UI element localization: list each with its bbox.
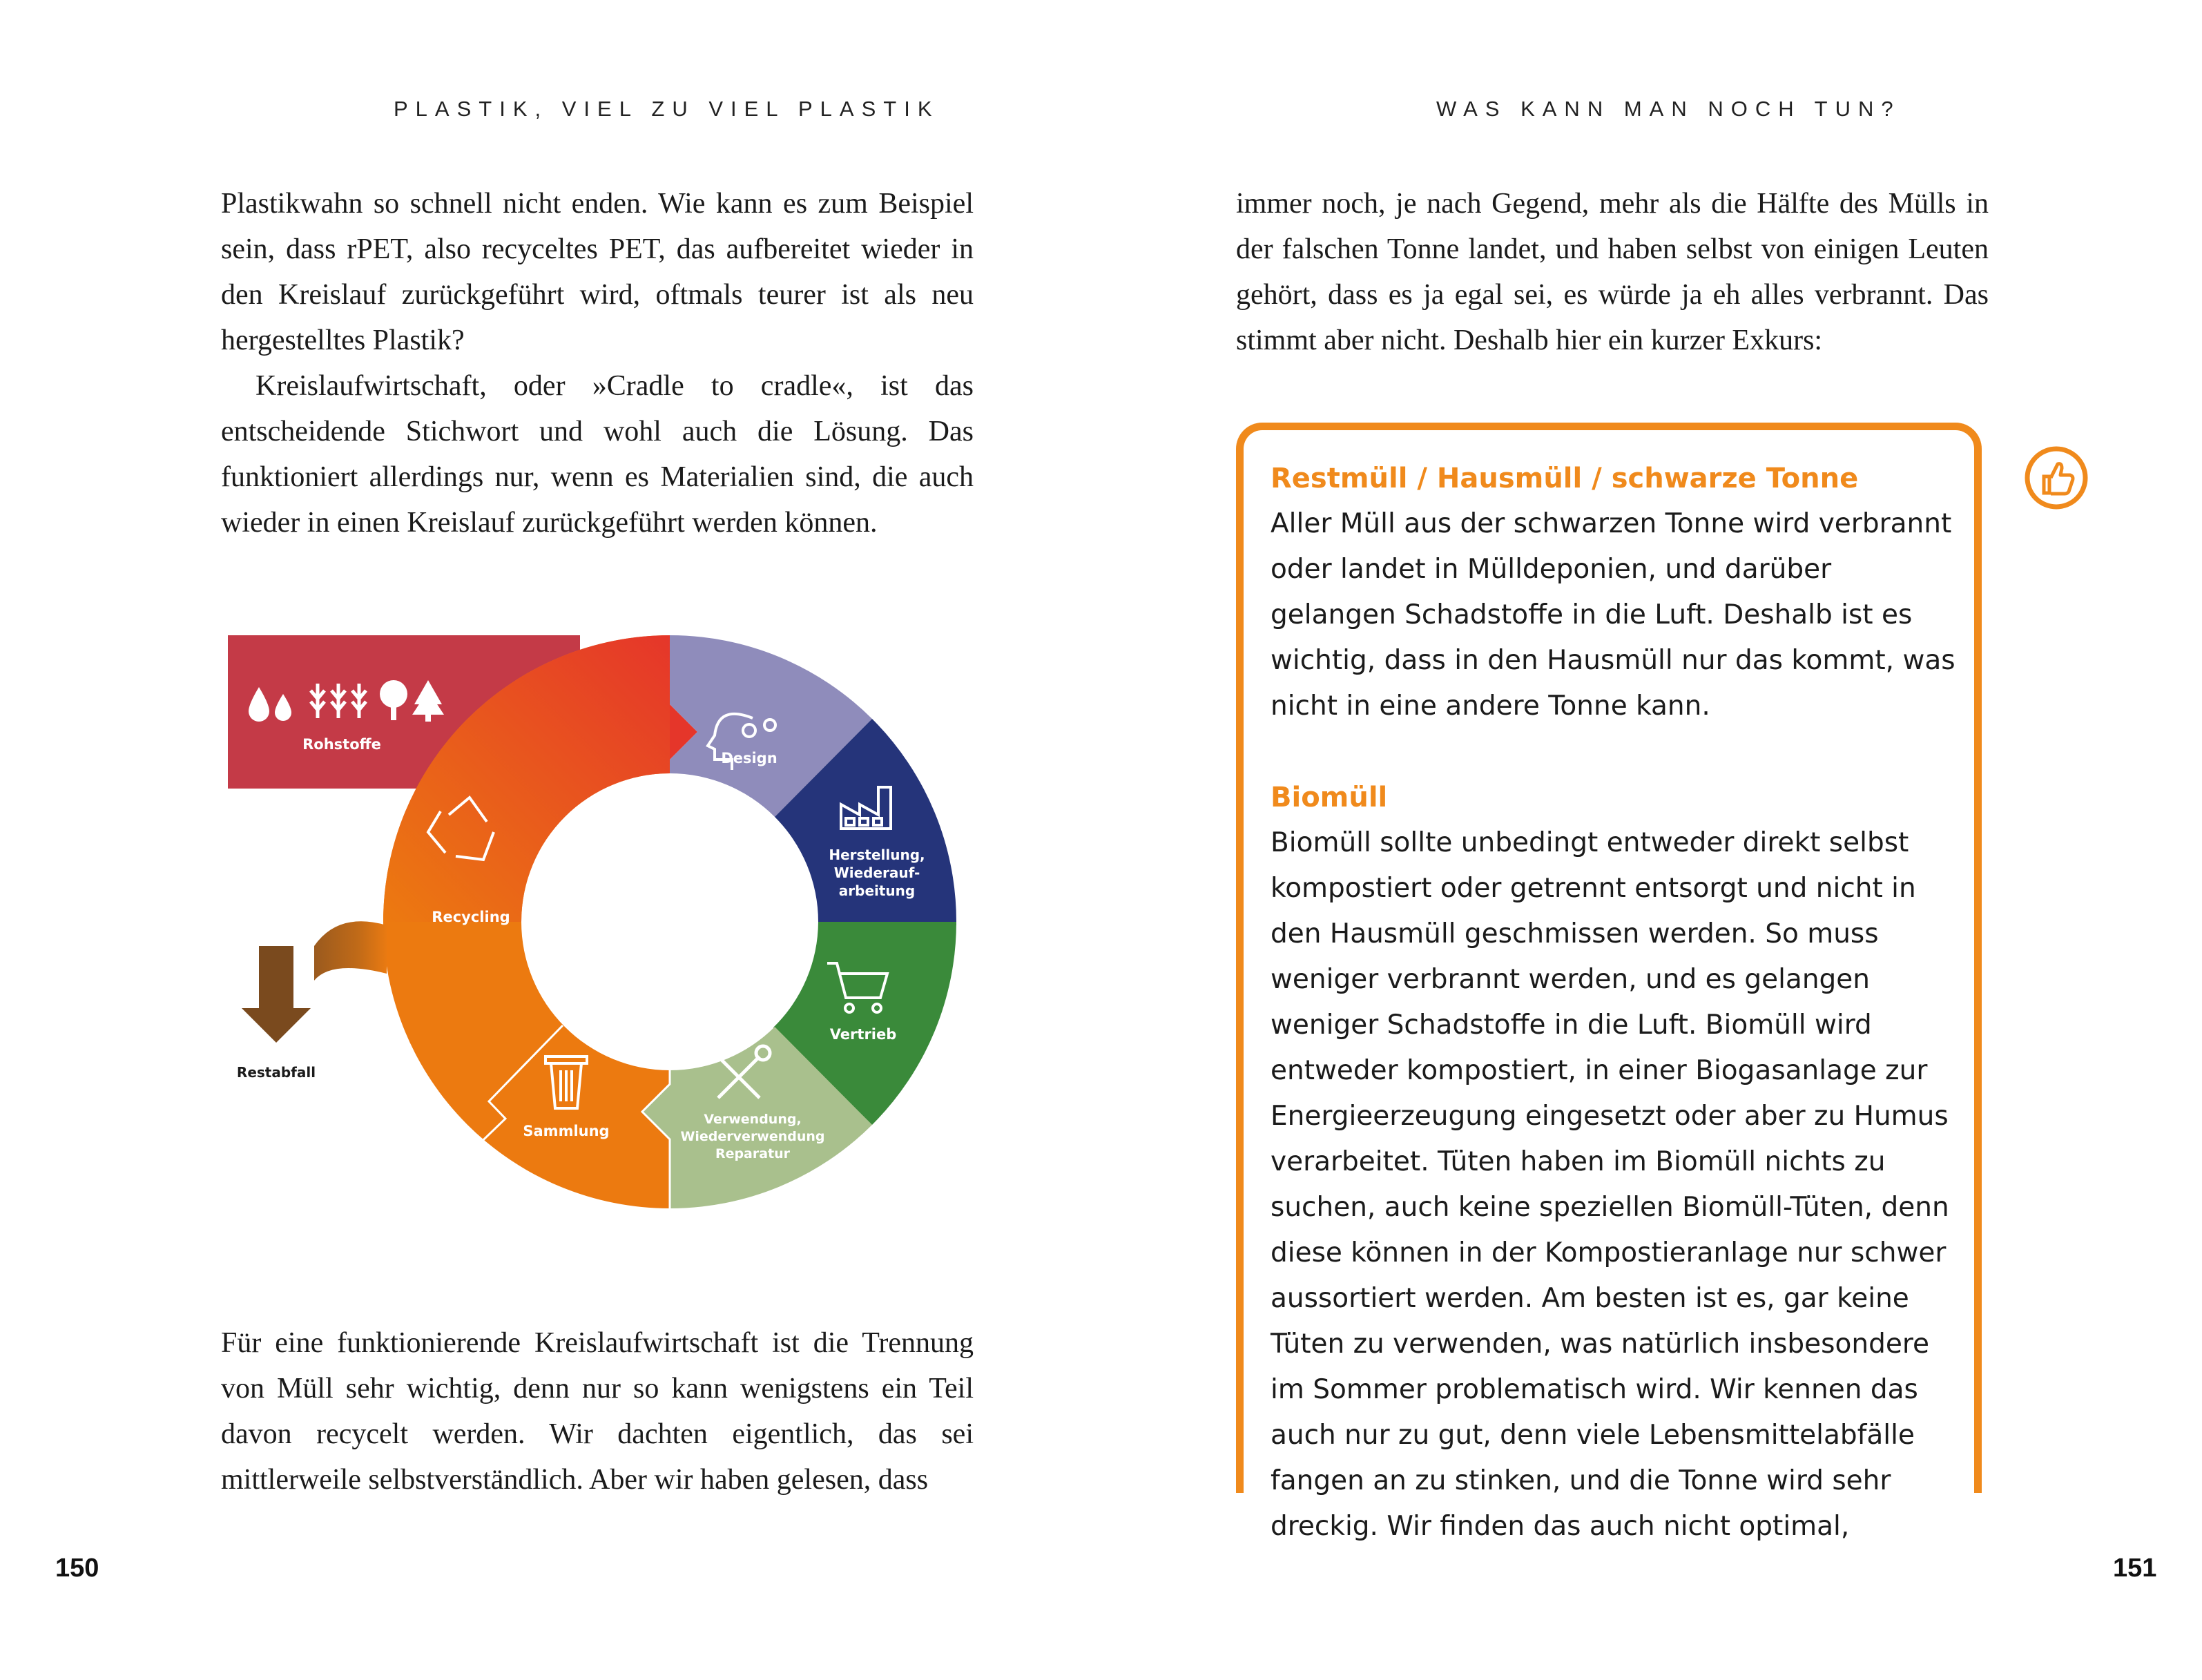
- restabfall-arrow: [242, 921, 387, 1043]
- right-intro-text: [1236, 181, 1989, 363]
- thumbs-up-badge-icon: [2022, 443, 2091, 512]
- box-heading-biomuell: Biomüll: [1271, 782, 1388, 813]
- herstellung-label-1: Herstellung,: [829, 847, 925, 863]
- box-paragraph: Biomüll sollte unbedingt entweder direkt selbst kompostiert oder getrennt entsorgt und nicht in den Hausmüll geschmissen werden. So muss weniger verbrannt werden, und es gelangen weniger Schadstoffe in die Luft. Biomüll wird entweder kompostiert, in einer Biogasanlage zur Energieerzeugung eingesetzt oder aber zu Humus verarbeitet. Tüten haben im Biomüll nichts zu suchen, auch keine speziellen Biomüll-Tüten, denn diese können in der Kompostieranlage nur schwer aussortiert werden. Am besten ist es, gar keine Tüten zu verwenden, was natürlich insbesondere im Sommer problematisch wird. Wir kennen das auch nur zu gut, denn viele Lebensmittelabfälle fangen an zu stinken, und die Tonne wird sehr dreckig. Wir finden das auch nicht optimal,: [1271, 827, 1949, 1542]
- verwendung-label-1: Verwendung,: [704, 1112, 802, 1127]
- paragraph: Für eine funktionierende Kreislaufwirtschaft ist die Trennung von Müll sehr wichtig, denn nur so kann wenigstens ein Teil davon recycelt werden. Wir dachten eigentlich, das sei mittlerweile selbstverständlich. Aber wir haben gelesen, dass: [221, 1327, 974, 1496]
- vertrieb-label: Vertrieb: [829, 1026, 897, 1043]
- page-number-left: 150: [55, 1554, 99, 1583]
- sammlung-label: Sammlung: [523, 1123, 610, 1139]
- running-head-left: PLASTIK, VIEL ZU VIEL PLASTIK: [394, 97, 940, 121]
- paragraph: immer noch, je nach Gegend, mehr als die Hälfte des Mülls in der falschen Tonne landet, und haben selbst von einigen Leuten gehört, dass es ja egal sei, es würde ja eh alles verbrannt. Das stimmt aber nicht. Deshalb hier ein kurzer Exkurs:: [1236, 188, 1989, 356]
- left-bottom-text: [221, 1320, 974, 1503]
- rohstoffe-label: Rohstoffe: [302, 736, 381, 753]
- wheat-icon: [311, 684, 366, 718]
- info-box-text: [1271, 456, 1961, 1549]
- page-number-right: 151: [2113, 1554, 2157, 1583]
- box-heading-restmuell: Restmüll / Hausmüll / schwarze Tonne: [1271, 463, 1859, 494]
- box-paragraph: Aller Müll aus der schwarzen Tonne wird verbrannt oder landet in Mülldeponien, und darüber gelangen Schadstoffe in die Luft. Deshalb ist es wichtig, dass in den Hausmüll nur das kommt, was nicht in eine andere Tonne kann.: [1271, 508, 1955, 722]
- left-top-text: [221, 181, 974, 545]
- verwendung-label-3: Reparatur: [715, 1146, 791, 1161]
- circular-economy-diagram: [221, 621, 981, 1229]
- running-head-right: WAS KANN MAN NOCH TUN?: [1436, 97, 1901, 121]
- paragraph: Kreislaufwirtschaft, oder »Cradle to cradle«, ist das entscheidende Stichwort und wohl auch die Lösung. Das funktioniert allerdings nur, wenn es Materialien sind, die auch wieder in einen Kreislauf zurückgeführt werden können.: [221, 370, 974, 539]
- herstellung-label-3: arbeitung: [838, 882, 916, 899]
- herstellung-label-2: Wiederauf-: [833, 865, 920, 881]
- verwendung-label-2: Wiederverwendung: [680, 1129, 825, 1144]
- restabfall-label: Restabfall: [236, 1064, 316, 1081]
- recycling-label: Recycling: [432, 909, 510, 925]
- design-label: Design: [721, 750, 778, 766]
- paragraph: Plastikwahn so schnell nicht enden. Wie kann es zum Beispiel sein, dass rPET, also recyceltes PET, das aufbereitet wieder in den Kreislauf zurückgeführt wird, oftmals teurer ist als neu hergestelltes Plastik?: [221, 188, 974, 356]
